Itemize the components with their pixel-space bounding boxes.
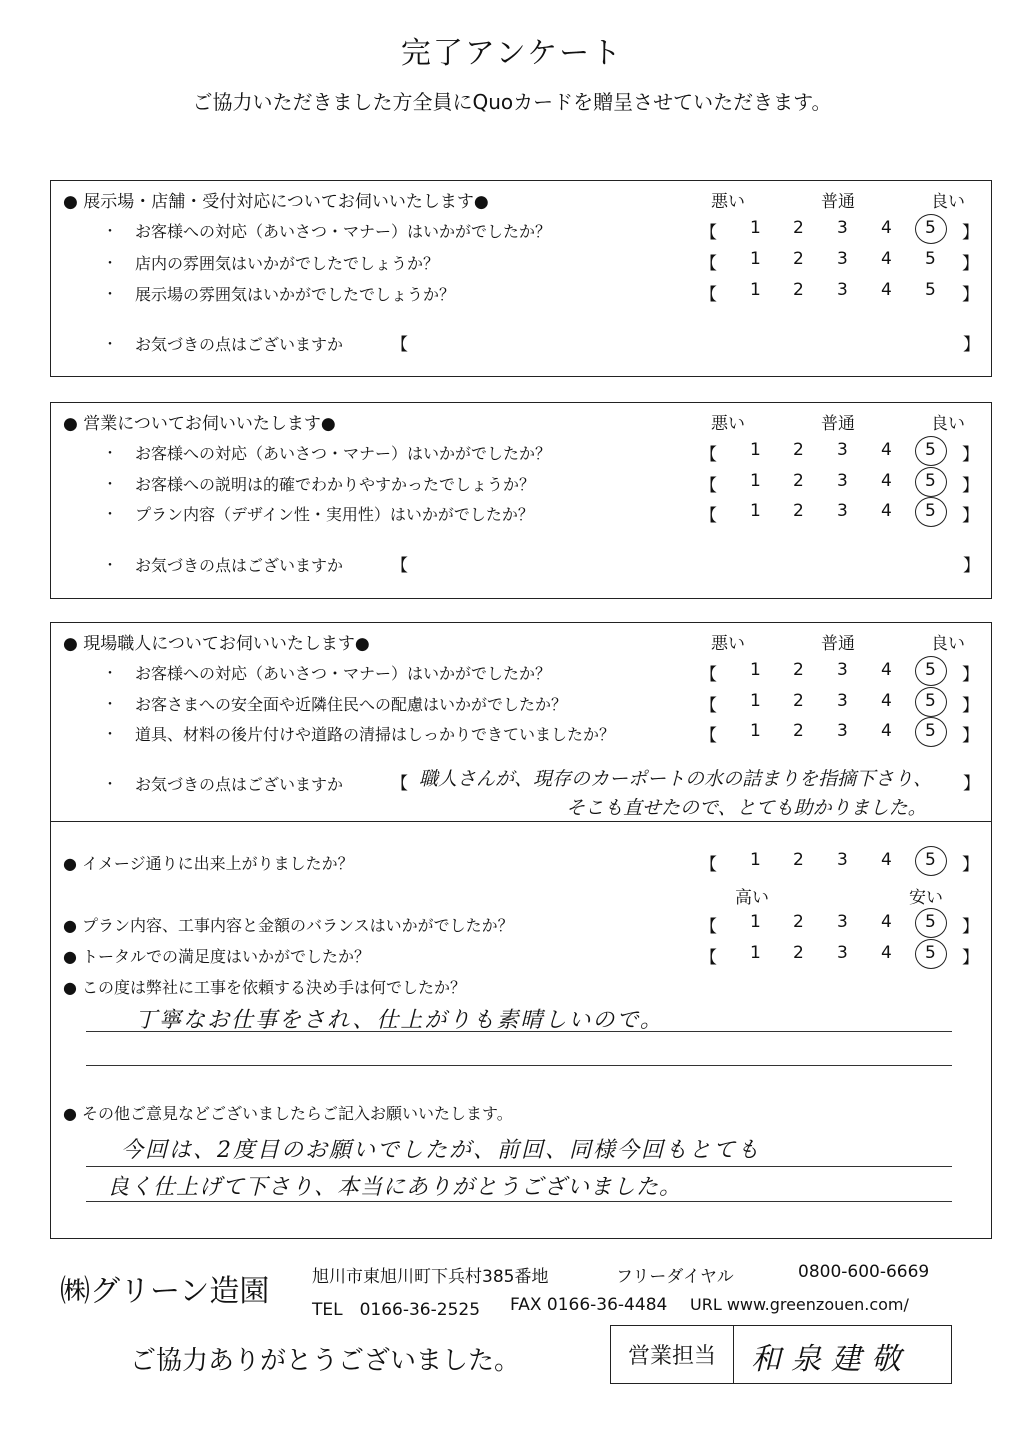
rating-bracket-close: 】	[962, 696, 979, 716]
rating-option-3[interactable]: 3	[837, 912, 848, 932]
rating-option-1[interactable]: 1	[750, 218, 761, 238]
question-text: お客様への説明は的確でわかりやすかったでしょうか？	[135, 475, 536, 494]
scale-good-label: 良い	[931, 192, 965, 212]
question-text: 店内の雰囲気はいかがでしたでしょうか？	[135, 254, 440, 273]
fax-number: FAX 0166-36-4484	[510, 1295, 668, 1315]
rating-selected-circle	[915, 497, 947, 527]
handwritten-comment-line1: 職人さんが、現存のカーポートの水の詰まりを指摘下さり、	[419, 768, 933, 790]
scale-normal-label: 普通	[821, 192, 855, 212]
rating-option-1[interactable]: 1	[750, 280, 761, 300]
bullet-dot: ・	[103, 224, 117, 240]
rating-option-3[interactable]: 3	[837, 501, 848, 521]
section-heading: ● 現場職人についてお伺いいたします●	[63, 634, 370, 654]
company-address: 旭川市東旭川町下兵村385番地	[312, 1267, 549, 1287]
rating-option-1[interactable]: 1	[750, 912, 761, 932]
rating-option-4[interactable]: 4	[881, 660, 892, 680]
rating-option-5[interactable]: 5	[925, 912, 936, 932]
rating-option-4[interactable]: 4	[881, 850, 892, 870]
comment-bracket-close: 】	[963, 556, 980, 576]
scale-bad-label: 悪い	[711, 634, 745, 654]
rating-option-5[interactable]: 5	[925, 249, 936, 269]
rating-option-3[interactable]: 3	[837, 721, 848, 741]
rating-bracket-open: 【	[700, 665, 717, 685]
rating-bracket-close: 】	[962, 948, 979, 968]
rating-bracket-open: 【	[700, 506, 717, 526]
comment-bracket-open: 【	[391, 774, 408, 794]
rating-option-3[interactable]: 3	[837, 850, 848, 870]
rating-option-4[interactable]: 4	[881, 471, 892, 491]
answer-line	[86, 1065, 952, 1066]
comment-bracket-close: 】	[963, 774, 980, 794]
rating-selected-circle	[915, 908, 947, 938]
answer-line	[86, 1201, 952, 1202]
scale-normal-label: 普通	[821, 634, 855, 654]
rating-bracket-close: 】	[962, 665, 979, 685]
website-url: URL www.greenzouen.com/	[690, 1295, 909, 1314]
rating-selected-circle	[915, 717, 947, 747]
rating-option-3[interactable]: 3	[837, 660, 848, 680]
rating-bracket-close: 】	[962, 855, 979, 875]
rating-option-4[interactable]: 4	[881, 691, 892, 711]
bullet-dot: ・	[103, 477, 117, 493]
rating-option-5[interactable]: 5	[925, 660, 936, 680]
question-text: ● この度は弊社に工事を依頼する決め手は何でしたか？	[63, 978, 467, 997]
handwritten-answer-line2: 良く仕上げて下さり、本当にありがとうございました。	[107, 1175, 683, 1200]
comment-label: お気づきの点はございますか	[135, 556, 344, 575]
rating-option-2[interactable]: 2	[793, 943, 804, 963]
bullet-dot: ・	[103, 777, 117, 793]
rating-option-4[interactable]: 4	[881, 280, 892, 300]
rating-bracket-open: 【	[700, 855, 717, 875]
rating-selected-circle	[915, 687, 947, 717]
rating-bracket-close: 】	[962, 506, 979, 526]
rating-option-3[interactable]: 3	[837, 218, 848, 238]
rating-option-4[interactable]: 4	[881, 912, 892, 932]
rating-selected-circle	[915, 846, 947, 876]
rating-option-5[interactable]: 5	[925, 721, 936, 741]
bullet-dot: ・	[103, 446, 117, 462]
bullet-dot: ・	[103, 507, 117, 523]
rating-option-2[interactable]: 2	[793, 660, 804, 680]
company-name: ㈱グリーン造園	[60, 1274, 270, 1309]
rating-selected-circle	[915, 939, 947, 969]
question-text: お客様への対応（あいさつ・マナー）はいかがでしたか？	[135, 444, 552, 463]
rating-option-5[interactable]: 5	[925, 440, 936, 460]
bullet-dot: ・	[103, 666, 117, 682]
scale-expensive-label: 高い	[735, 888, 769, 908]
scale-cheap-label: 安い	[909, 888, 943, 908]
section-showroom	[50, 180, 992, 377]
rating-option-2[interactable]: 2	[793, 721, 804, 741]
rating-selected-circle	[915, 214, 947, 244]
rating-option-3[interactable]: 3	[837, 691, 848, 711]
rating-bracket-close: 】	[962, 285, 979, 305]
comment-label: お気づきの点はございますか	[135, 335, 344, 354]
rating-option-2[interactable]: 2	[793, 850, 804, 870]
rating-option-2[interactable]: 2	[793, 471, 804, 491]
rating-selected-circle	[915, 467, 947, 497]
page-subtitle: ご協力いただきました方全員にQuoカードを贈呈させていただきます。	[192, 90, 832, 114]
rating-option-2[interactable]: 2	[793, 218, 804, 238]
rating-bracket-open: 【	[700, 917, 717, 937]
freedial-label: フリーダイヤル	[616, 1267, 734, 1287]
rating-bracket-open: 【	[700, 696, 717, 716]
rating-option-4[interactable]: 4	[881, 501, 892, 521]
rating-option-2[interactable]: 2	[793, 501, 804, 521]
rating-bracket-close: 】	[962, 917, 979, 937]
rating-option-2[interactable]: 2	[793, 912, 804, 932]
bullet-dot: ・	[103, 287, 117, 303]
rating-option-4[interactable]: 4	[881, 943, 892, 963]
rating-bracket-close: 】	[962, 726, 979, 746]
question-text: 展示場の雰囲気はいかがでしたでしょうか？	[135, 285, 456, 304]
rating-selected-circle	[915, 656, 947, 686]
question-text: ● トータルでの満足度はいかがでしたか？	[63, 947, 371, 966]
comment-bracket-open: 【	[391, 556, 408, 576]
comment-bracket-close: 】	[963, 335, 980, 355]
rating-option-3[interactable]: 3	[837, 440, 848, 460]
bullet-dot: ・	[103, 558, 117, 574]
rating-option-1[interactable]: 1	[750, 471, 761, 491]
question-text: ● その他ご意見などございましたらご記入お願いいたします。	[63, 1104, 513, 1123]
rating-bracket-open: 【	[700, 445, 717, 465]
answer-line	[86, 1031, 952, 1032]
rating-option-4[interactable]: 4	[881, 440, 892, 460]
rating-option-5[interactable]: 5	[925, 280, 936, 300]
question-text: お客様への対応（あいさつ・マナー）はいかがでしたか？	[135, 222, 552, 241]
bullet-dot: ・	[103, 337, 117, 353]
rating-option-5[interactable]: 5	[925, 850, 936, 870]
rating-selected-circle	[915, 436, 947, 466]
rating-bracket-open: 【	[700, 285, 717, 305]
bullet-dot: ・	[103, 256, 117, 272]
section-heading: ● 営業についてお伺いいたします●	[63, 414, 336, 434]
rating-bracket-open: 【	[700, 948, 717, 968]
bullet-dot: ・	[103, 697, 117, 713]
freedial-number: 0800-600-6669	[798, 1262, 930, 1282]
rating-option-5[interactable]: 5	[925, 218, 936, 238]
rating-option-2[interactable]: 2	[793, 440, 804, 460]
rating-bracket-open: 【	[700, 223, 717, 243]
question-text: ● イメージ通りに出来上がりましたか？	[63, 854, 354, 873]
tel-number: TEL 0166-36-2525	[312, 1300, 481, 1320]
handwritten-answer-line1: 今回は、2度目のお願いでしたが、前回、同様今回もとても	[121, 1138, 761, 1163]
rating-option-4[interactable]: 4	[881, 721, 892, 741]
page-title: 完了アンケート	[400, 36, 624, 71]
rating-option-3[interactable]: 3	[837, 280, 848, 300]
scale-bad-label: 悪い	[711, 414, 745, 434]
rating-option-2[interactable]: 2	[793, 280, 804, 300]
handwritten-answer: 丁寧なお仕事をされ、仕上がりも素晴しいので。	[135, 1008, 664, 1033]
thanks-message: ご協力ありがとうございました。	[130, 1346, 521, 1376]
scale-bad-label: 悪い	[711, 192, 745, 212]
answer-line	[86, 1166, 952, 1167]
rating-bracket-open: 【	[700, 476, 717, 496]
rating-option-5[interactable]: 5	[925, 501, 936, 521]
scale-normal-label: 普通	[821, 414, 855, 434]
scale-good-label: 良い	[931, 634, 965, 654]
rating-option-1[interactable]: 1	[750, 249, 761, 269]
rating-option-1[interactable]: 1	[750, 943, 761, 963]
rating-option-3[interactable]: 3	[837, 943, 848, 963]
rating-option-2[interactable]: 2	[793, 249, 804, 269]
rating-option-2[interactable]: 2	[793, 691, 804, 711]
handwritten-comment-line2: そこも直せたので、とても助かりました。	[566, 797, 927, 819]
rating-bracket-open: 【	[700, 726, 717, 746]
rating-bracket-close: 】	[962, 445, 979, 465]
question-text: 道具、材料の後片付けや道路の清掃はしっかりできていましたか？	[135, 725, 616, 744]
section-divider	[51, 821, 991, 822]
rating-option-5[interactable]: 5	[925, 691, 936, 711]
rating-option-3[interactable]: 3	[837, 471, 848, 491]
section-craftsmen	[50, 622, 992, 1239]
rating-bracket-close: 】	[962, 254, 979, 274]
question-text: プラン内容（デザイン性・実用性）はいかがでしたか？	[135, 505, 534, 524]
sales-rep-name: 和泉建敬	[751, 1342, 911, 1377]
sales-rep-label: 営業担当	[611, 1326, 734, 1383]
rating-option-1[interactable]: 1	[750, 721, 761, 741]
rating-bracket-open: 【	[700, 254, 717, 274]
rating-option-4[interactable]: 4	[881, 218, 892, 238]
rating-option-1[interactable]: 1	[750, 440, 761, 460]
rating-option-3[interactable]: 3	[837, 249, 848, 269]
rating-option-4[interactable]: 4	[881, 249, 892, 269]
rating-option-1[interactable]: 1	[750, 660, 761, 680]
section-sales	[50, 402, 992, 599]
rating-option-5[interactable]: 5	[925, 471, 936, 491]
question-text: お客さまへの安全面や近隣住民への配慮はいかがでしたか？	[135, 695, 568, 714]
rating-option-5[interactable]: 5	[925, 943, 936, 963]
bullet-dot: ・	[103, 727, 117, 743]
rating-bracket-close: 】	[962, 476, 979, 496]
rating-option-1[interactable]: 1	[750, 501, 761, 521]
question-text: ● プラン内容、工事内容と金額のバランスはいかがでしたか？	[63, 916, 514, 935]
comment-label: お気づきの点はございますか	[135, 775, 344, 794]
rating-option-1[interactable]: 1	[750, 850, 761, 870]
question-text: お客様への対応（あいさつ・マナー）はいかがでしたか？	[135, 664, 552, 683]
sales-rep-box	[610, 1325, 952, 1384]
rating-option-1[interactable]: 1	[750, 691, 761, 711]
rating-bracket-close: 】	[962, 223, 979, 243]
section-heading: ● 展示場・店舗・受付対応についてお伺いいたします●	[63, 192, 489, 212]
comment-bracket-open: 【	[391, 335, 408, 355]
scale-good-label: 良い	[931, 414, 965, 434]
